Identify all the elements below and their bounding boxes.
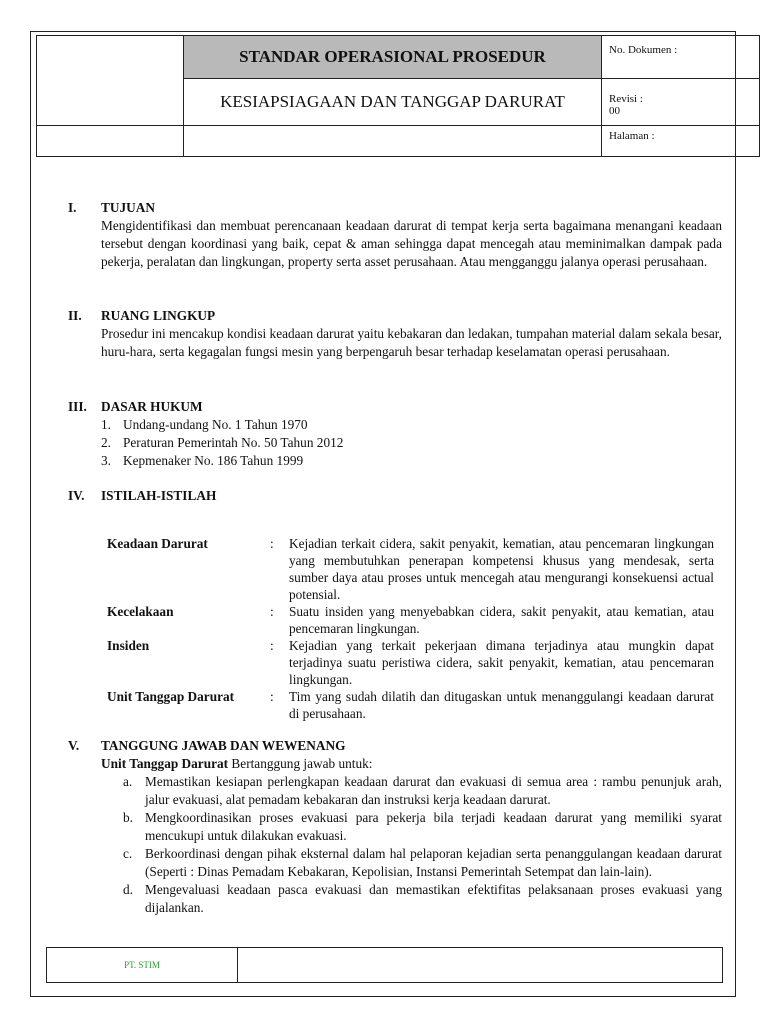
company-name: PT. STIM bbox=[47, 948, 238, 983]
section-dasar-hukum bbox=[68, 398, 722, 470]
section-heading bbox=[68, 398, 722, 416]
term-separator: : bbox=[270, 604, 274, 619]
revision-label: Revisi : bbox=[609, 93, 643, 105]
term-separator: : bbox=[270, 638, 274, 653]
section-heading bbox=[68, 199, 722, 217]
document-subtitle: KESIAPSIAGAAN DAN TANGGAP DARURAT bbox=[184, 79, 602, 126]
document-header-table bbox=[36, 35, 760, 157]
term-row bbox=[107, 603, 714, 637]
term-name: Keadaan Darurat bbox=[107, 536, 208, 551]
revision-cell bbox=[602, 79, 760, 126]
term-name: Unit Tanggap Darurat bbox=[107, 689, 235, 704]
term-row bbox=[107, 688, 714, 722]
document-title: STANDAR OPERASIONAL PROSEDUR bbox=[184, 36, 602, 79]
footer-table bbox=[46, 947, 723, 983]
logo-cell bbox=[37, 36, 184, 126]
section-heading bbox=[68, 307, 722, 325]
list-text: Mengkoordinasikan proses evakuasi para pekerja bila terjadi keadaan darurat yang memiliki syarat mencukupi untuk dilakukan evakuasi. bbox=[145, 810, 722, 843]
list-text: Memastikan kesiapan perlengkapan keadaan darurat dan evakuasi di semua area : rambu penunjuk arah, jalur evakuasi, alat pemadam kebakaran dan instruksi kerja keadaan darurat. bbox=[145, 774, 722, 807]
section-number: III. bbox=[68, 399, 87, 414]
responsibility-lead bbox=[101, 755, 722, 773]
section-heading bbox=[68, 487, 722, 505]
list-item bbox=[101, 434, 722, 452]
list-item bbox=[123, 809, 722, 845]
list-letter: a. bbox=[123, 774, 133, 789]
list-number: 2. bbox=[101, 435, 111, 450]
header-blank-cell-left bbox=[37, 126, 184, 157]
responsibility-lead-bold: Unit Tanggap Darurat bbox=[101, 756, 229, 771]
list-item bbox=[101, 452, 722, 470]
list-number: 3. bbox=[101, 453, 111, 468]
section-number: I. bbox=[68, 200, 77, 215]
responsibility-lead-rest: Bertanggung jawab untuk: bbox=[228, 756, 373, 771]
list-number: 1. bbox=[101, 417, 111, 432]
term-row bbox=[107, 535, 714, 603]
section-paragraph: Prosedur ini mencakup kondisi keadaan darurat yaitu kebakaran dan ledakan, tumpahan material dalam sekala besar, huru-hara, serta kegagalan fungsi mesin yang berpengaruh besar terhadap keselamatan operasi perusahaan. bbox=[101, 326, 722, 359]
section-number: V. bbox=[68, 738, 80, 753]
list-letter: c. bbox=[123, 846, 133, 861]
section-number: IV. bbox=[68, 488, 85, 503]
section-title: RUANG LINGKUP bbox=[101, 308, 216, 323]
list-text: Mengevaluasi keadaan pasca evakuasi dan memastikan efektifitas pelaksanaan proses evakuasi yang dijalankan. bbox=[145, 882, 722, 915]
section-tanggung-jawab bbox=[68, 737, 722, 930]
section-tujuan bbox=[68, 199, 722, 271]
term-row bbox=[107, 637, 714, 688]
term-name: Insiden bbox=[107, 638, 150, 653]
term-definition: Kejadian yang terkait pekerjaan dimana terjadinya atau mungkin dapat terjadinya suatu peristiwa cidera, sakit penyakit, kematian, atau pencemaran lingkungan. bbox=[289, 638, 714, 687]
section-heading bbox=[68, 737, 722, 755]
page-label: Halaman : bbox=[602, 126, 760, 157]
section-istilah bbox=[68, 487, 722, 505]
list-letter: b. bbox=[123, 810, 133, 825]
term-name: Kecelakaan bbox=[107, 604, 174, 619]
section-title: TANGGUNG JAWAB DAN WEWENANG bbox=[101, 738, 346, 753]
list-item bbox=[101, 416, 722, 434]
section-paragraph: Mengidentifikasi dan membuat perencanaan keadaan darurat di tempat kerja serta bagaimana menangani keadaan tersebut dengan koordinasi yang baik, cepat & aman sehingga dapat mencegah atau meminimalkan dampak pada pekerja, peralatan dan lingkungan, property serta asset perusahaan. Atau mengganggu jalanya operasi perusahaan. bbox=[101, 218, 722, 269]
section-number: II. bbox=[68, 308, 82, 323]
term-separator: : bbox=[270, 536, 274, 551]
section-title: DASAR HUKUM bbox=[101, 399, 203, 414]
term-definition: Kejadian terkait cidera, sakit penyakit, kematian, atau pencemaran lingkungan yang membutuhkan penerapan kompetensi khusus yang mendesak, serta sumber daya atau proses untuk mencegah atau mengurangi konsekuensi actual potensial. bbox=[289, 536, 714, 602]
responsibility-list bbox=[123, 773, 722, 917]
footer-blank-cell bbox=[238, 948, 723, 983]
list-text: Undang-undang No. 1 Tahun 1970 bbox=[123, 417, 308, 432]
terms-table bbox=[107, 535, 714, 722]
term-separator: : bbox=[270, 689, 274, 704]
revision-value: 00 bbox=[609, 105, 620, 117]
term-definition: Tim yang sudah dilatih dan ditugaskan untuk menanggulangi keadaan darurat di perusahaan. bbox=[289, 689, 714, 721]
term-definition: Suatu insiden yang menyebabkan cidera, sakit penyakit, atau kematian, atau pencemaran lingkungan. bbox=[289, 604, 714, 636]
list-letter: d. bbox=[123, 882, 133, 897]
section-title: TUJUAN bbox=[101, 200, 155, 215]
list-item bbox=[123, 845, 722, 881]
legal-basis-list bbox=[101, 416, 722, 470]
list-item bbox=[123, 773, 722, 809]
header-blank-cell-mid bbox=[184, 126, 602, 157]
list-text: Berkoordinasi dengan pihak eksternal dalam hal pelaporan kejadian serta penanggulangan keadaan darurat (Seperti : Dinas Pemadam Kebakaran, Kepolisian, Instansi Pemerintah Setempat dan lain-lain). bbox=[145, 846, 722, 879]
list-item bbox=[123, 881, 722, 917]
section-ruang-lingkup bbox=[68, 307, 722, 361]
section-title: ISTILAH-ISTILAH bbox=[101, 488, 217, 503]
list-text: Kepmenaker No. 186 Tahun 1999 bbox=[123, 453, 304, 468]
doc-number-label: No. Dokumen : bbox=[602, 36, 760, 79]
list-text: Peraturan Pemerintah No. 50 Tahun 2012 bbox=[123, 435, 344, 450]
